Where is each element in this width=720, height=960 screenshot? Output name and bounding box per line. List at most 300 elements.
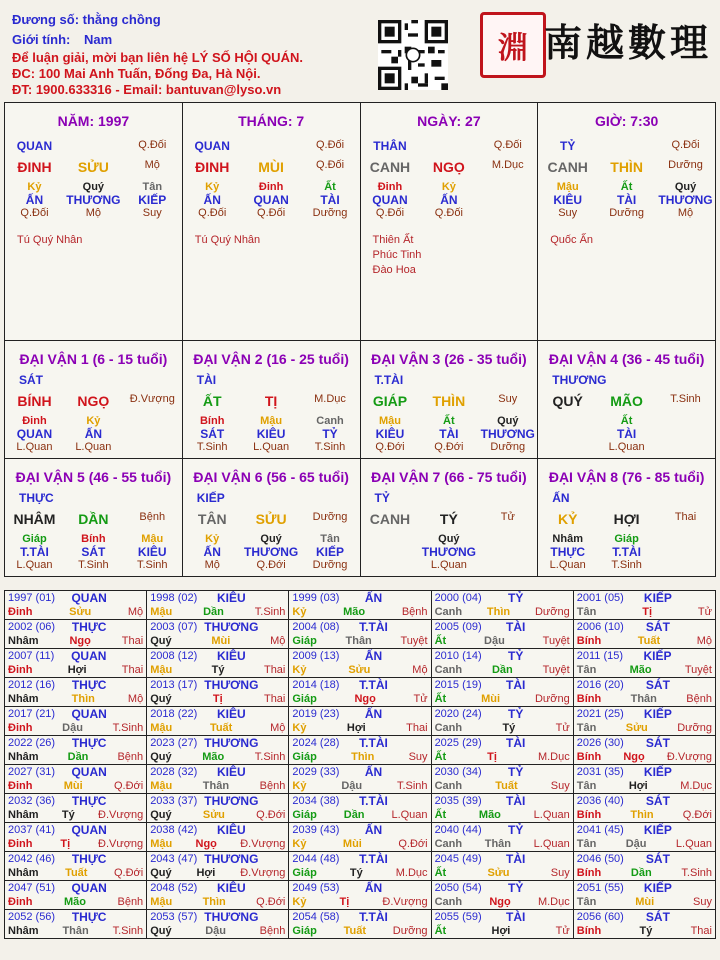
hidden-stage: Q.Đới [256,559,286,571]
year-branch: Mùi [63,780,83,792]
hidden-stage: Q.Đối [198,207,227,219]
hidden-god: SÁT [81,545,106,559]
year-ten-god: TỶ [508,591,524,605]
year-stem: Tân [576,664,597,676]
hidden-stem [539,415,597,427]
year-cell [5,591,147,620]
year-cell [289,620,431,649]
year-label: 2052 (56) [8,911,56,923]
heavenly-stem: KỶ [557,511,578,527]
year-branch: Ngọ [489,896,511,908]
phone-email-line[interactable]: ĐT: 1900.633316 - Email: bantuvan@lyso.vn [12,82,282,97]
year-stage: M.Dục [395,867,428,879]
year-stem: Tân [576,780,597,792]
year-stage: Thai [121,664,144,676]
year-ten-god: KIẾP [643,823,672,837]
heavenly-stem: QUÝ [552,393,583,409]
year-label: 2005 (09) [434,621,482,633]
hidden-stage [479,207,537,219]
year-stage: M.Dục [537,896,570,908]
daivan-cell-5 [5,459,183,577]
year-stem: Ất [434,751,447,763]
star-label: Thiên Ất [372,234,414,246]
year-ten-god: THƯƠNG [204,852,259,866]
year-cell [573,736,715,765]
year-branch: Dậu [625,838,647,850]
hidden-god: ẤN [440,193,458,207]
year-stem: Tân [576,896,597,908]
year-stem: Nhâm [8,809,39,821]
hidden-god: THƯƠNG [658,193,713,207]
year-stage: L.Quan [533,838,570,850]
year-ten-god: ẤN [364,881,383,895]
pillars-cell-1 [5,103,183,341]
year-cell [431,852,573,881]
year-ten-god: THỰC [71,678,107,692]
year-stem: Bính [576,809,602,821]
year-label: 2036 (40) [576,795,624,807]
year-label: 1997 (01) [8,592,56,604]
year-cell [431,736,573,765]
heavenly-stem: TÂN [197,511,227,527]
year-cell [5,881,147,910]
hidden-stem: Kỷ [441,181,456,193]
heavenly-stem: ĐINH [17,159,52,175]
year-stem: Giáp [292,693,317,705]
earthly-branch: SỬU [255,511,287,527]
earthly-branch: THÌN [432,393,466,409]
year-stem: Canh [434,664,463,676]
hidden-god: THƯƠNG [421,545,476,559]
year-branch: Ngọ [69,635,91,647]
year-stem: Tân [576,606,597,618]
year-stage: L.Quan [533,809,570,821]
year-branch: Mão [629,664,652,676]
pillars-cell-3 [360,103,538,341]
life-stage: Mộ [144,159,160,171]
year-ten-god: QUAN [71,591,107,605]
hidden-stem [479,181,537,193]
star-label: Đào Hoa [372,264,416,276]
year-stage: Tử [413,693,428,705]
hidden-stage: Q.Đới [375,441,405,453]
year-ten-god: TÀI [506,678,526,692]
year-stem: Giáp [292,751,317,763]
hidden-stage: Q.Đối [434,207,463,219]
hidden-stage [361,559,419,571]
life-stage: Suy [498,393,518,405]
year-stem: Đinh [8,780,33,792]
ten-god-stage: Q.Đối [138,139,167,151]
year-ten-god: THƯƠNG [204,794,259,808]
hidden-stem: Quý [438,533,460,545]
year-cell [289,881,431,910]
year-label: 2011 (15) [576,650,624,662]
hidden-stage: Q.Đối [375,207,405,219]
year-stage: Tuyệt [542,635,570,647]
year-branch: Sửu [487,867,510,879]
year-ten-god: KIÊU [216,707,246,721]
year-cell [431,591,573,620]
year-stem: Quý [150,809,172,821]
year-branch: Tị [212,693,223,705]
year-stage: Bệnh [259,780,286,792]
year-cell [431,881,573,910]
hidden-god: THỰC [550,545,586,559]
year-branch: Dậu [341,780,363,792]
year-branch: Thân [484,838,511,850]
year-branch: Mùi [211,635,231,647]
year-cell [147,910,289,939]
year-branch: Tuất [209,722,233,734]
year-ten-god: ẤN [364,707,383,721]
hidden-stage: L.Quan [549,559,586,571]
year-cell [431,649,573,678]
year-branch: Ngọ [623,751,645,763]
year-branch: Tý [61,809,75,821]
life-stage: Tử [500,511,515,523]
dv-god: THƯƠNG [552,373,607,387]
year-cell [147,736,289,765]
year-label: 2017 (21) [8,708,56,720]
year-stage: Đ.Vượng [382,896,428,908]
year-stage: Suy [550,780,570,792]
year-cell [573,881,715,910]
year-label: 2048 (52) [150,882,198,894]
year-branch: Sửu [348,664,371,676]
hidden-god: T.TÀI [20,545,49,559]
year-cell [573,765,715,794]
year-cell [147,794,289,823]
year-branch: Thìn [630,809,654,821]
year-label: 2025 (29) [434,737,482,749]
year-stem: Bính [576,635,602,647]
year-cell [573,823,715,852]
year-stage: Mộ [127,693,144,705]
year-stage: Đ.Vượng [98,838,144,850]
year-stage: T.Sinh [681,867,712,879]
hidden-stem: Mậu [260,415,283,427]
year-branch: Mão [478,809,501,821]
year-label: 1999 (03) [292,592,340,604]
year-cell [431,910,573,939]
year-ten-god: SÁT [645,678,670,692]
year-label: 2032 (36) [8,795,56,807]
year-stage: Tử [697,606,712,618]
year-branch: Thân [345,635,372,647]
year-stage: Mộ [696,635,712,647]
year-ten-god: SÁT [645,736,670,750]
hidden-stage: Q.Đối [20,207,49,219]
year-cell [431,620,573,649]
hidden-stage: T.Sinh [611,559,642,571]
hidden-stage: Dưỡng [609,207,644,219]
hidden-stage: T.Sinh [314,441,346,453]
year-cell [289,736,431,765]
year-stem: Kỷ [292,722,307,734]
year-stage: Suy [550,867,570,879]
hidden-god [656,427,714,441]
year-cell [5,910,147,939]
daivan-cell-4 [538,341,716,459]
year-stage: Thai [263,693,286,705]
year-ten-god: TỶ [508,707,524,721]
hidden-god: QUAN [253,193,289,207]
hidden-stem: Kỷ [205,533,220,545]
year-stem: Giáp [292,635,317,647]
earthly-branch: DẦN [78,511,109,527]
ten-god-stage: Q.Đối [671,139,700,151]
hidden-stage: Dưỡng [490,441,526,453]
hidden-stem: Nhâm [552,533,583,545]
daivan-title: ĐẠI VẬN 4 (36 - 45 tuổi) [548,351,705,367]
year-ten-god: THỰC [71,620,107,634]
life-stage: M.Dục [491,159,524,171]
year-ten-god: ẤN [364,591,383,605]
year-stage: Q.Đới [398,838,428,850]
year-ten-god: KIÊU [216,823,246,837]
ten-god: THÂN [373,139,407,153]
gender-line [12,32,112,47]
year-stem: Nhâm [8,635,39,647]
hidden-stage: L.Quan [75,441,112,453]
year-branch: Thìn [71,693,95,705]
chart-header [0,0,720,100]
daivan-cell-6 [182,459,360,577]
year-stage: Tử [555,925,570,937]
hidden-stem [656,415,714,427]
year-cell [289,765,431,794]
year-label: 2022 (26) [8,737,56,749]
year-branch: Tý [639,925,653,937]
year-label: 2021 (25) [576,708,624,720]
year-label: 2001 (05) [576,592,624,604]
year-stem: Ất [434,867,447,879]
hidden-stem: Bính [81,533,106,545]
year-ten-god: KIÊU [216,881,246,895]
year-stage: Thai [406,722,428,734]
year-stage: Thai [263,664,286,676]
year-stage: Bệnh [117,896,144,908]
year-stage: Dưỡng [392,925,428,937]
year-ten-god: KIẾP [643,881,672,895]
heavenly-stem: GIÁP [372,393,408,409]
year-cell [147,649,289,678]
year-stage: Q.Đới [256,809,286,821]
year-ten-god: THƯƠNG [204,678,259,692]
year-ten-god: ẤN [364,823,383,837]
year-ten-god: QUAN [71,649,107,663]
year-stem: Canh [434,606,463,618]
year-stem: Tân [576,838,597,850]
year-ten-god: THỰC [71,736,107,750]
hidden-stage: L.Quan [430,559,467,571]
year-stem: Mậu [150,722,173,734]
pillars-title: THÁNG: 7 [238,113,305,129]
year-stem: Đinh [8,722,33,734]
hidden-god: ẤN [203,193,221,207]
year-stem: Bính [576,867,602,879]
hidden-stage: Q.Đối [257,207,286,219]
year-branch: Tuất [65,867,88,879]
year-branch: Sửu [69,606,92,618]
year-stem: Mậu [150,606,173,618]
year-ten-god: QUAN [71,823,107,837]
year-ten-god: ẤN [364,765,383,779]
hidden-stem: Ất [620,181,633,193]
ten-god-stage: Q.Đối [315,139,345,151]
year-stem: Mậu [150,664,173,676]
year-branch: Thân [202,780,230,792]
heavenly-stem: NHÂM [13,511,56,527]
earthly-branch: NGỌ [77,393,110,409]
year-stem: Mậu [150,780,173,792]
year-stem: Kỷ [292,780,307,792]
ten-god: QUAN [194,139,230,153]
dv-god: T.TÀI [374,373,404,387]
hidden-stem: Kỷ [27,181,42,193]
year-ten-god: T.TÀI [359,794,388,808]
year-stage: Tử [555,722,570,734]
hidden-god: KIẾP [316,545,345,559]
daivan-title: ĐẠI VẬN 1 (6 - 15 tuổi) [19,351,168,367]
earthly-branch: HỢI [613,511,640,527]
year-label: 2041 (45) [576,824,624,836]
life-stage: Q.Đối [315,159,345,171]
year-label: 2029 (33) [292,766,340,778]
daivan-title: ĐẠI VẬN 8 (76 - 85 tuổi) [548,469,705,485]
life-stage: Bệnh [139,511,166,523]
year-stem: Đinh [8,606,33,618]
year-cell [147,823,289,852]
year-label: 2050 (54) [434,882,482,894]
year-ten-god: TỶ [508,649,524,663]
hidden-stem [123,415,181,427]
hidden-god: THƯƠNG [66,193,121,207]
earthly-branch: TÝ [439,511,458,527]
year-stem: Kỷ [292,606,307,618]
heavenly-stem: CANH [369,159,411,175]
year-stage: Mộ [127,606,144,618]
year-label: 2018 (22) [150,708,198,720]
ten-god: TỶ [560,139,576,153]
year-stem: Ất [434,925,447,937]
daivan-title: ĐẠI VẬN 6 (56 - 65 tuổi) [193,469,349,485]
hidden-stem [656,533,714,545]
earthly-branch: SỬU [77,159,109,175]
hidden-stem: Quý [260,533,282,545]
year-cell [5,852,147,881]
year-branch: Mùi [342,838,362,850]
year-stage: L.Quan [391,809,428,821]
year-label: 2013 (17) [150,679,198,691]
hidden-god: TÀI [439,427,459,441]
earthly-branch: TỊ [264,393,278,409]
life-stage: M.Dục [314,393,346,405]
brand-logo: 南越數理 [544,20,713,65]
year-stem: Ất [434,635,447,647]
address-line: ĐC: 100 Mai Anh Tuấn, Đống Đa, Hà Nội. [12,66,261,81]
year-cell [5,649,147,678]
year-stage: T.Sinh [396,780,428,792]
gender-label: Giới tính: [12,32,71,47]
year-branch: Tị [487,751,497,763]
year-branch: Tuất [343,925,367,937]
year-ten-god: QUAN [71,881,107,895]
year-stem: Canh [434,896,463,908]
year-stage: T.Sinh [112,925,144,937]
hidden-stem: Quý [497,415,519,427]
earthly-branch: NGỌ [432,159,465,175]
dv-god: SÁT [19,373,43,387]
hidden-stem: Mậu [556,181,579,193]
year-ten-god: THỰC [71,794,107,808]
year-label: 2037 (41) [8,824,56,836]
hidden-stem: Tân [320,533,340,545]
year-branch: Tị [642,606,652,618]
earthly-branch: THÌN [610,159,643,175]
year-ten-god: TỶ [508,765,524,779]
year-ten-god: KIẾP [643,765,672,779]
year-label: 2053 (57) [150,911,198,923]
hidden-god: KIÊU [375,427,405,441]
year-cell [289,649,431,678]
hidden-god: ẤN [203,545,221,559]
year-branch: Dần [67,751,89,763]
year-cell [573,910,715,939]
heavenly-stem: BÍNH [17,393,52,409]
year-cell [289,794,431,823]
year-stage: Suy [408,751,428,763]
year-stem: Quý [150,693,172,705]
hidden-god: TÀI [616,193,637,207]
year-stage: Mộ [270,635,286,647]
year-cell [5,794,147,823]
year-stage: Tuyệt [684,664,712,676]
year-branch: Hợi [67,664,87,676]
heavenly-stem: CANH [547,159,588,175]
hidden-stem: Kỷ [86,415,101,427]
hidden-stem [361,533,419,545]
year-ten-god: T.TÀI [359,910,388,924]
year-ten-god: SÁT [645,852,670,866]
year-cell [147,852,289,881]
year-label: 2034 (38) [292,795,340,807]
hidden-stage: T.Sinh [196,441,228,453]
pillars-table [4,102,716,577]
year-cell [147,591,289,620]
year-cell [573,649,715,678]
hidden-stage: Dưỡng [312,559,348,571]
year-branch: Dần [630,867,652,879]
year-cell [5,765,147,794]
hidden-god [479,545,537,559]
year-label: 2049 (53) [292,882,340,894]
hidden-stage [539,441,597,453]
year-ten-god: KIẾP [643,649,672,663]
year-stem: Quý [150,751,172,763]
year-label: 2040 (44) [434,824,482,836]
year-stage: Thai [690,925,712,937]
hidden-god: ẤN [84,427,103,441]
hidden-stem: Quý [82,181,105,193]
year-cell [573,794,715,823]
year-stem: Canh [434,780,463,792]
year-branch: Mão [202,751,225,763]
year-cell [289,707,431,736]
contact-line: Để luận giải, mời bạn liên hệ LÝ SỐ HỘI QUÁN. [12,50,303,65]
year-stage: Đ.Vượng [666,751,712,763]
